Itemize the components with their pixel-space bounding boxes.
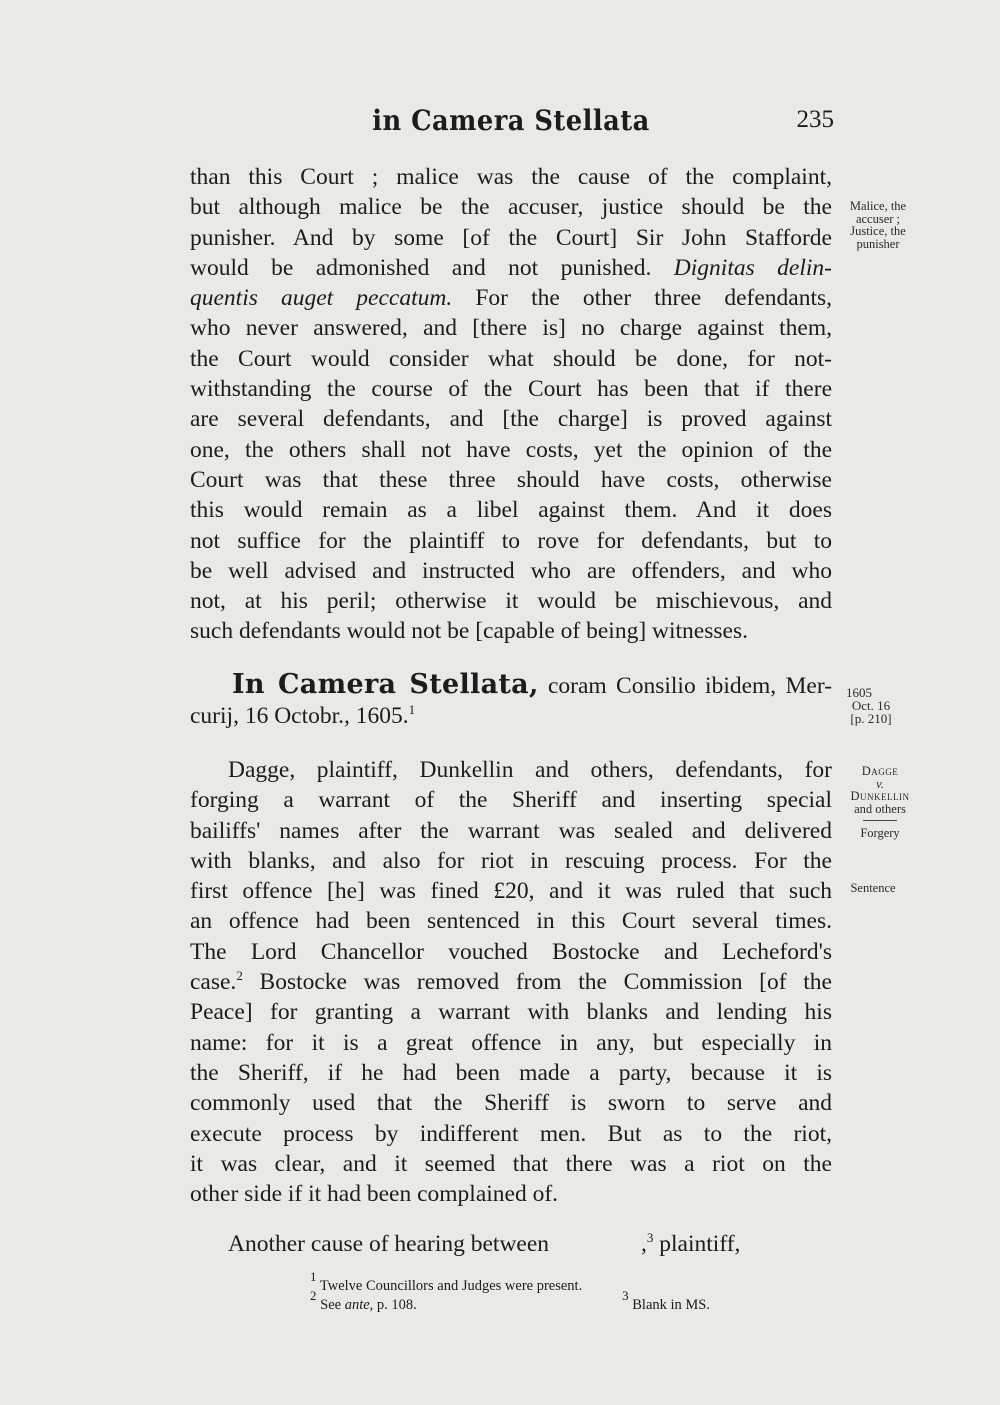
margin-text: Dagge (861, 764, 899, 778)
text-line (190, 967, 832, 997)
margin-text: [p. 210] (850, 711, 892, 726)
margin-text: Justice, the (850, 224, 906, 238)
paragraph-3 (190, 1229, 832, 1259)
text-segment: Bostocke was removed from the Commission [of the (259, 969, 832, 996)
text-line: but although malice be the accuser, justice should be the (190, 194, 832, 221)
text-line: Dagge, plaintiff, Dunkellin and others, defendants, for (228, 757, 832, 783)
text-line: are several defendants, and [the charge] is proved against (190, 406, 832, 433)
text-line: execute process by indifferent men. But as to the riot, (190, 1120, 832, 1147)
text-line: first offence [he] was fined £20, and it was ruled that such (190, 878, 832, 905)
text-line: not suffice for the plaintiff to rove for defendants, but to (190, 527, 832, 554)
section-heading (190, 669, 833, 731)
text-segment: plaintiff, (659, 1231, 741, 1257)
latin-phrase: Dignitas delin- (673, 254, 832, 281)
margin-note-case (840, 765, 920, 840)
footnote-3 (622, 1288, 740, 1315)
margin-text: Oct. 16 (851, 698, 891, 713)
text-segment: For the other three defendants, (475, 285, 833, 312)
footnote-text: See (320, 1297, 342, 1313)
text-line: punisher. And by some [of the Court] Sir John Stafforde (190, 224, 832, 251)
footnote-mark: 2 (310, 1288, 317, 1303)
margin-text: Dunkellin (850, 789, 910, 803)
text-line: with blanks, and also for riot in rescuing process. For the (190, 847, 832, 874)
text-line: forging a warrant of the Sheriff and inserting special (190, 787, 832, 814)
footnote-ref: 2 (236, 968, 243, 984)
running-title: in Camera Stellata (372, 104, 650, 137)
footnote-row (300, 1288, 740, 1315)
footnote-text: p. 108. (376, 1297, 417, 1313)
paragraph-2 (190, 755, 832, 1209)
footnote-text: ante, (344, 1297, 374, 1313)
text-line: than this Court ; malice was the cause of the complaint, (190, 164, 832, 190)
text-line: Peace] for granting a warrant with blanks and lending his (190, 999, 832, 1026)
footnote-mark: 3 (622, 1288, 629, 1303)
footnote-ref: 3 (646, 1230, 654, 1245)
margin-text: and others (854, 801, 906, 816)
text-line: be well advised and instructed who are offenders, and who (190, 557, 832, 584)
text-line: Another cause of hearing between ,$^3$ plaintiff, (228, 1230, 741, 1257)
divider (863, 820, 897, 821)
footnote-ref: 1 (408, 702, 416, 717)
margin-text: Malice, the (849, 199, 907, 213)
margin-text: Sentence (850, 881, 896, 895)
text-line: one, the others shall not have costs, yet the opinion of the (190, 436, 832, 463)
text-line: this would remain as a libel against them. And it does (190, 497, 832, 524)
text-segment: case. (190, 969, 237, 996)
margin-text: accuser ; (855, 211, 901, 226)
text-line: who never answered, and [there is] no charge against them, (190, 315, 832, 342)
text-line: not, at his peril; otherwise it would be mischievous, and (190, 588, 832, 615)
text-line: commonly used that the Sheriff is sworn to serve and (190, 1090, 832, 1117)
heading-text: curij, 16 Octobr., 1605. (190, 703, 409, 729)
margin-text: 1605 (846, 685, 872, 700)
text-line: name: for it is a great offence in any, but especially in (190, 1029, 832, 1056)
heading-text: coram Consilio ibidem, Mer- (548, 673, 833, 699)
margin-text: v. (876, 776, 884, 791)
heading-line (190, 701, 832, 731)
paragraph-1 (190, 162, 832, 647)
running-head (188, 104, 834, 144)
page-number: 235 (796, 106, 834, 133)
text-line (190, 283, 832, 313)
footnotes (300, 1269, 740, 1315)
text-line: an offence had been sentenced in this Court several times. (190, 908, 832, 935)
footnote-text: Twelve Councillors and Judges were present. (319, 1278, 583, 1294)
text-segment: Another cause of hearing between (228, 1231, 550, 1257)
text-line: it was clear, and it seemed that there was a riot on the (190, 1150, 832, 1177)
heading-line (232, 670, 832, 701)
latin-phrase: quentis auget peccatum. (190, 285, 453, 312)
text-line: other side if it had been complained of. (190, 1181, 559, 1208)
text-line: withstanding the course of the Court has been that if there (190, 376, 832, 403)
footnote-text: Blank in MS. (632, 1297, 710, 1313)
text-line: the Court would consider what should be done, for not- (190, 345, 832, 372)
text-line: bailiffs' names after the warrant was sealed and delivered (190, 817, 832, 844)
text-line (190, 253, 832, 283)
heading-gothic: In Camera Stellata, (232, 669, 539, 700)
text-line: The Lord Chancellor vouched Bostocke and Lecheford's (190, 938, 832, 965)
text-segment: would be admonished and not punished. (190, 254, 652, 281)
margin-text: punisher (856, 236, 900, 251)
margin-note-date (836, 686, 906, 725)
margin-note-malice (842, 200, 914, 250)
footnote-mark: 1 (310, 1269, 317, 1284)
text-line: such defendants would not be [capable of being] witnesses. (190, 618, 748, 645)
text-line: the Sheriff, if he had been made a party, because it is (190, 1059, 832, 1086)
footnote-1 (300, 1269, 740, 1296)
margin-text: Forgery (860, 826, 900, 840)
margin-note-sentence (836, 882, 910, 895)
text-line: Court was that these three should have costs, otherwise (190, 466, 832, 493)
footnote-2 (300, 1288, 417, 1315)
